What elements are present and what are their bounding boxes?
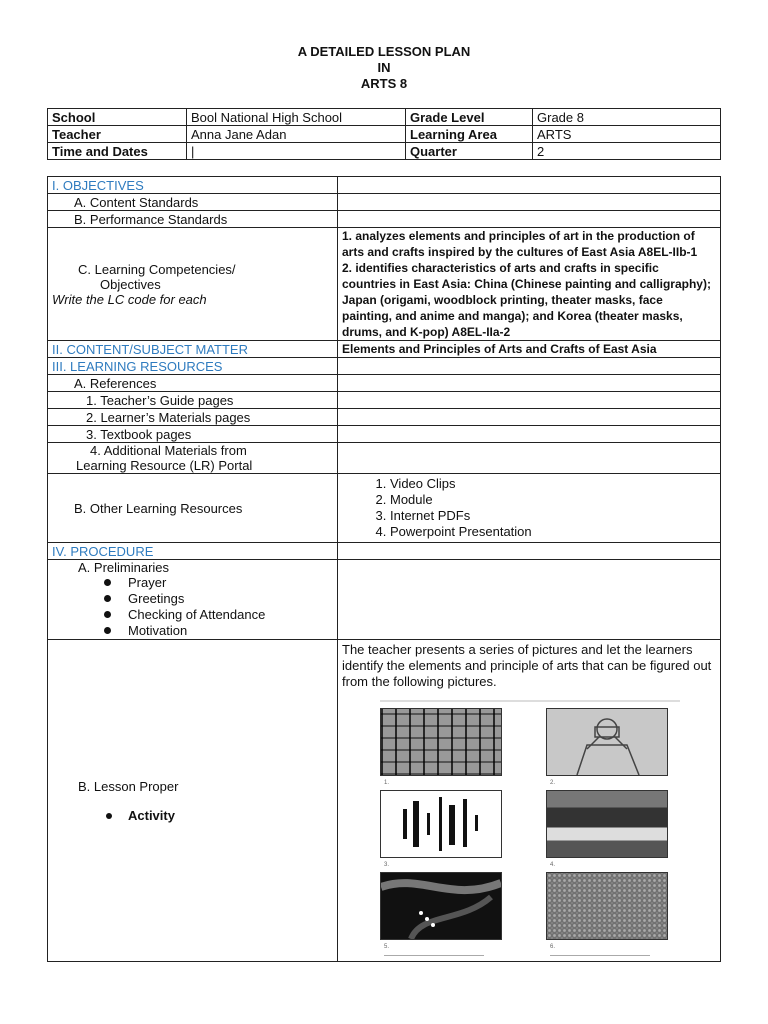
photographer-sketch-picture — [546, 708, 668, 776]
preliminaries-content — [338, 560, 721, 640]
curved-road-picture — [380, 872, 502, 940]
procedure-heading: IV. PROCEDURE — [48, 543, 338, 560]
content-heading: II. CONTENT/SUBJECT MATTER — [48, 341, 338, 358]
resources-cell — [338, 358, 721, 375]
preliminaries-label: A. Preliminaries — [78, 560, 170, 575]
list-item: 1. Video Clips — [390, 476, 716, 492]
time-dates-value: | — [187, 143, 406, 160]
photographer-sketch-icon — [547, 709, 667, 775]
performance-standards-cell — [338, 211, 721, 228]
activity-item — [52, 808, 333, 823]
tg-pages-cell — [338, 392, 721, 409]
list-item: Checking of Attendance — [128, 607, 333, 623]
picture-grid — [380, 700, 680, 950]
pic-number-5: 5. — [384, 940, 484, 956]
additional-line-1: 4. Additional Materials from — [90, 443, 247, 458]
competency-2: 2. identifies characteristics of arts and crafts in specific countries in East Asia: China (Chinese painting and calligraphy); Japan (origami, woodblock printing, theater masks, face painting, and anime and manga); and Korea (theater masks, drums, and K-pop) A8EL-IIa-2 — [342, 261, 711, 339]
curved-road-icon — [381, 873, 501, 939]
pic-number-6: 6. — [550, 940, 650, 956]
quarter-label: Quarter — [406, 143, 533, 160]
grade-level-label: Grade Level — [406, 109, 533, 126]
performance-standards-label: B. Performance Standards — [48, 211, 338, 228]
cobblestone-picture — [380, 708, 502, 776]
competencies-text — [338, 228, 721, 341]
activity-label: Activity — [128, 807, 175, 823]
tg-pages-label: 1. Teacher’s Guide pages — [48, 392, 338, 409]
pebble-texture-picture — [546, 872, 668, 940]
title-line-3: ARTS 8 — [360, 76, 408, 91]
competencies-line-2: Objectives — [100, 276, 161, 292]
school-label: School — [48, 109, 187, 126]
content-standards-label: A. Content Standards — [48, 194, 338, 211]
pic-number-4: 4. — [550, 858, 650, 874]
preliminaries-cell — [48, 560, 338, 640]
list-item: Greetings — [128, 591, 333, 607]
additional-materials-label — [48, 443, 338, 474]
other-resources-list — [342, 476, 716, 540]
school-value: Bool National High School — [187, 109, 406, 126]
time-dates-label: Time and Dates — [48, 143, 187, 160]
objectives-heading: I. OBJECTIVES — [48, 177, 338, 194]
lesson-proper-content — [338, 640, 721, 962]
pic-number-3: 3. — [384, 858, 484, 874]
vertical-lines-icon — [381, 791, 501, 857]
objectives-cell — [338, 177, 721, 194]
preliminaries-list — [52, 575, 333, 639]
textbook-pages-cell — [338, 426, 721, 443]
grade-level-value: Grade 8 — [533, 109, 721, 126]
lesson-proper-label: B. Lesson Proper — [78, 778, 179, 794]
info-table — [47, 108, 721, 160]
content-value: Elements and Principles of Arts and Crafts of East Asia — [338, 341, 721, 358]
title-line-2: IN — [377, 60, 391, 75]
competency-1: 1. analyzes elements and principles of art in the production of arts and crafts inspired by the cultures of East Asia A8EL-IIb-1 — [342, 229, 698, 259]
list-item: 4. Powerpoint Presentation — [390, 524, 716, 540]
title-line-1: A DETAILED LESSON PLAN — [297, 44, 471, 59]
references-cell — [338, 375, 721, 392]
other-resources-cell — [338, 474, 721, 543]
learning-area-value: ARTS — [533, 126, 721, 143]
lm-pages-label: 2. Learner’s Materials pages — [48, 409, 338, 426]
content-standards-cell — [338, 194, 721, 211]
references-label: A. References — [48, 375, 338, 392]
ocean-wave-picture — [546, 790, 668, 858]
bullet-icon — [106, 813, 112, 819]
vertical-lines-picture — [380, 790, 502, 858]
procedure-cell — [338, 543, 721, 560]
quarter-value: 2 — [533, 143, 721, 160]
lesson-plan-table — [47, 176, 721, 962]
document-title — [0, 44, 768, 92]
list-item: Motivation — [128, 623, 333, 639]
activity-instructions: The teacher presents a series of pictures and let the learners identify the elements and principle of arts that can be figured out from the following pictures. — [342, 642, 712, 689]
pic-number-1: 1. — [384, 776, 484, 792]
additional-line-2: Learning Resource (LR) Portal — [76, 458, 253, 473]
learning-area-label: Learning Area — [406, 126, 533, 143]
competencies-line-1: C. Learning Competencies/ — [78, 261, 236, 277]
pic-number-2: 2. — [550, 776, 650, 792]
list-item: Prayer — [128, 575, 333, 591]
other-resources-label: B. Other Learning Resources — [48, 474, 338, 543]
competencies-label — [48, 228, 338, 341]
competencies-note: Write the LC code for each — [52, 291, 207, 307]
teacher-label: Teacher — [48, 126, 187, 143]
list-item: 2. Module — [390, 492, 716, 508]
textbook-pages-label: 3. Textbook pages — [48, 426, 338, 443]
teacher-value: Anna Jane Adan — [187, 126, 406, 143]
additional-materials-cell — [338, 443, 721, 474]
lesson-proper-cell — [48, 640, 338, 962]
lm-pages-cell — [338, 409, 721, 426]
list-item: 3. Internet PDFs — [390, 508, 716, 524]
resources-heading: III. LEARNING RESOURCES — [48, 358, 338, 375]
